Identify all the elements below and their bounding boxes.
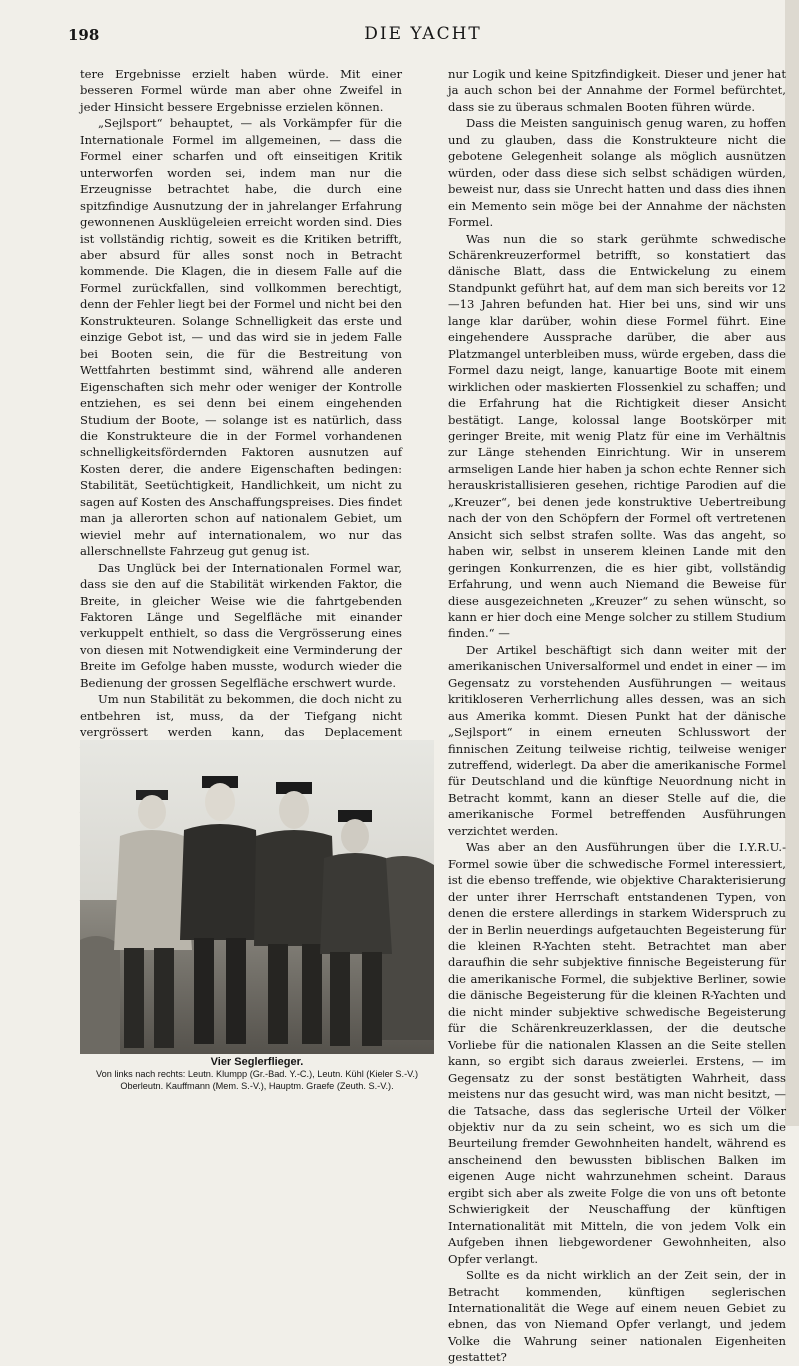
paragraph: Der Artikel beschäftigt sich dann weiter mit der amerikanischen Universalformel und endet in einer — im Gegensatz zu vorstehenden Ausführungen — weitaus kritikloseren Verherrlichung alles dessen, was an sich aus Amerika kommt. Diesen Punkt hat der dänische „Sejlsport“ in einem erneuten Schlusswort der finnischen Zeitung teilweise richtig, teilweise weniger zutreffend, widerlegt. Da aber die amerikanische Formel für Deutschland und die künftige Neuordnung nicht in Betracht kommt, kann an dieser Stelle auf die, die amerikanische Formel betreffenden Ausführungen verzichtet werden. <box>448 642 786 838</box>
paragraph: Das Unglück bei der Internationalen Formel war, dass sie den auf die Stabilität wirkenden Faktor, die Breite, in gleicher Weise wie die fahrtgebenden Faktoren Länge und Segelfläche mit einander verkuppelt enthielt, so dass die Vergrösserung eines von diesen mit Notwendigkeit eine Verminderung der Breite im Gefolge haben musste, wodurch wieder die Bedienung der grossen Segelfläche erschwert wurde. <box>80 560 402 690</box>
page-number: 198 <box>68 26 100 44</box>
left-column <box>80 66 402 740</box>
photo-caption <box>80 1056 434 1092</box>
photo-image <box>80 740 434 1054</box>
caption-line: Oberleutn. Kauffmann (Mem. S.-V.), Hauptm. Graefe (Zeuth. S.-V.). <box>120 1081 394 1091</box>
page-edge <box>785 0 799 1126</box>
right-column <box>448 66 786 1365</box>
caption-line: Von links nach rechts: Leutn. Klumpp (Gr.-Bad. Y.-C.), Leutn. Kühl (Kieler S.-V.) <box>95 1069 419 1079</box>
caption-title: Vier Seglerflieger. <box>210 1056 304 1068</box>
paragraph: tere Ergebnisse erzielt haben würde. Mit einer besseren Formel würde man aber ohne Zweifel in jeder Hinsicht bessere Ergebnisse erzielen können. <box>80 67 402 114</box>
paragraph: „Sejlsport“ behauptet, — als Vorkämpfer für die Internationale Formel im allgemeinen, — dass die Formel einer scharfen und oft einseitigen Kritik unterworfen worden sei, indem man nur die Erzeugnisse betrachtet habe, die durch eine spitzfindige Ausnutzung der in jahrelanger Erfahrung gewonnenen Ausklügeleien erreicht worden sind. Dies ist vollständig richtig, soweit es die Kritiken betrifft, aber absurd für alles sonst noch in Betracht kommende. Die Klagen, die in diesem Falle auf die Formel zurückfallen, sind vollkommen berechtigt, denn der Fehler liegt bei der Formel und nicht bei den Konstrukteuren. Solange Schnelligkeit das erste und einzige Gebot ist, — und das wird sie in jedem Falle bei Booten sein, die für die Bestreitung von Wettfahrten bestimmt sind, während alle anderen Eigenschaften sich mehr oder weniger der Kontrolle entziehen, es sei denn bei einem eingehenden Studium der Boote, — solange ist es natürlich, dass die Konstrukteure die in der Formel vorhandenen schnelligkeitsfördernden Faktoren ausnutzen auf Kosten derer, die andere Eigenschaften bedingen: Stabilität, Seetüchtigkeit, Handlichkeit, um nicht zu sagen auf Kosten des Anschaffungspreises. Dies findet man ja allerorten schon auf nationalem Gebiet, um wieviel mehr auf internationalem, wo nur das allerschnellste Fahrzeug gut genug ist. <box>80 116 402 559</box>
paragraph: Um nun Stabilität zu bekommen, die doch nicht zu entbehren ist, muss, da der Tiefgang nicht vergrössert werden kann, das Deplacement <box>80 692 402 740</box>
paragraph: nur Logik und keine Spitzfindigkeit. Dieser und jener hat ja auch schon bei der Annahme der Formel befürchtet, dass sie zu überaus schmalen Booten führen würde. <box>448 67 786 114</box>
paragraph: Was aber an den Ausführungen über die I.Y.R.U.-Formel sowie über die schwedische Formel interessiert, ist die ebenso treffende, wie objektive Charakterisierung der unter ihrer Herrschaft entstandenen Typen, von denen die erstere allerdings in starkem Widerspruch zu der in Berlin neuerdings aufgetauchten Begeisterung für die kleinen R-Yachten steht. Betrachtet man aber daraufhin die sehr subjektive finnische Begeisterung für die amerikanische Formel, die subjektive Berliner, sowie die dänische Begeisterung für die kleinen R-Yachten und die nicht minder subjektive schwedische Begeisterung für die Schärenkreuzerklassen, der die deutsche Vorliebe für die nationalen Klassen an die Seite stellen kann, so ergibt sich daraus zweierlei. Erstens, — im Gegensatz zu der sonst bestätigten Wahrheit, dass meistens nur das gesucht wird, was man nicht besitzt, — die Tatsache, dass das seglerische Urteil der Völker objektiv nur da zu sein scheint, wo es sich um die Beurteilung fremder Gewohnheiten handelt, während es anscheinend den bewussten biblischen Balken im eigenen Auge nicht wahrzunehmen scheint. Daraus ergibt sich aber als zweite Folge die von uns oft betonte Schwierigkeit der Neuschaffung der künftigen Internationalität mit Mitteln, die von jedem Volk ein Aufgeben ihnen liebgewordener Gewohnheiten, also Opfer verlangt. <box>448 840 786 1266</box>
paragraph: Dass die Meisten sanguinisch genug waren, zu hoffen und zu glauben, dass die Konstrukteure nicht die gebotene Gelegenheit solange als möglich ausnützen würden, oder dass diese sich selbst schädigen würden, beweist nur, dass sie Unrecht hatten und dass dies ihnen ein Memento sein möge bei der Annahme der nächsten Formel. <box>448 116 786 230</box>
paragraph: Sollte es da nicht wirklich an der Zeit sein, der in Betracht kommenden, künftigen seglerischen Internationalität die Wege auf einem neuen Gebiet zu ebnen, das von Niemand Opfer verlangt, und jedem Volke die Wahrung seiner nationalen Eigenheiten gestattet? <box>448 1268 786 1365</box>
running-title: DIE YACHT <box>364 24 482 44</box>
photo-four-aviators <box>80 740 434 1054</box>
page-header <box>68 26 778 52</box>
paragraph: Was nun die so stark gerühmte schwedische Schärenkreuzerformel betrifft, so konstatiert das dänische Blatt, dass die Entwickelung zu einem Standpunkt geführt hat, auf dem man sich bereits vor 12—13 Jahren befunden hat. Hier bei uns, sind wir uns lange klar darüber, wohin diese Formel führt. Eine eingehendere Aussprache darüber, die aber aus Platzmangel unterbleiben muss, würde ergeben, dass die Formel dazu neigt, lange, kanuartige Boote mit einem wirklichen oder maskierten Flossenkiel zu schaffen; und die Erfahrung hat die Richtigkeit dieser Ansicht bestätigt. Lange, kolossal lange Bootskörper mit geringer Breite, mit wenig Platz für eine im Verhältnis zur Länge stehenden Einrichtung. Wir in unserem armseligen Lande hier haben ja schon echte Renner sich herauskristallisieren gesehen, richtige Parodien auf die „Kreuzer“, bei denen jede konstruktive Uebertreibung nach der von den Schöpfern der Formel oft vertretenen Ansicht sich selbst strafen sollte. Was das angeht, so haben wir, selbst in unserem kleinen Lande mit den geringen Konkurrenzen, die es hier gibt, vollständig Erfahrung, und wenn auch Niemand die Beweise für diese ausgezeichneten „Kreuzer“ zu sehen wünscht, so kann er hier doch eine Menge solcher zu stillem Studium finden.“ — <box>448 231 786 641</box>
